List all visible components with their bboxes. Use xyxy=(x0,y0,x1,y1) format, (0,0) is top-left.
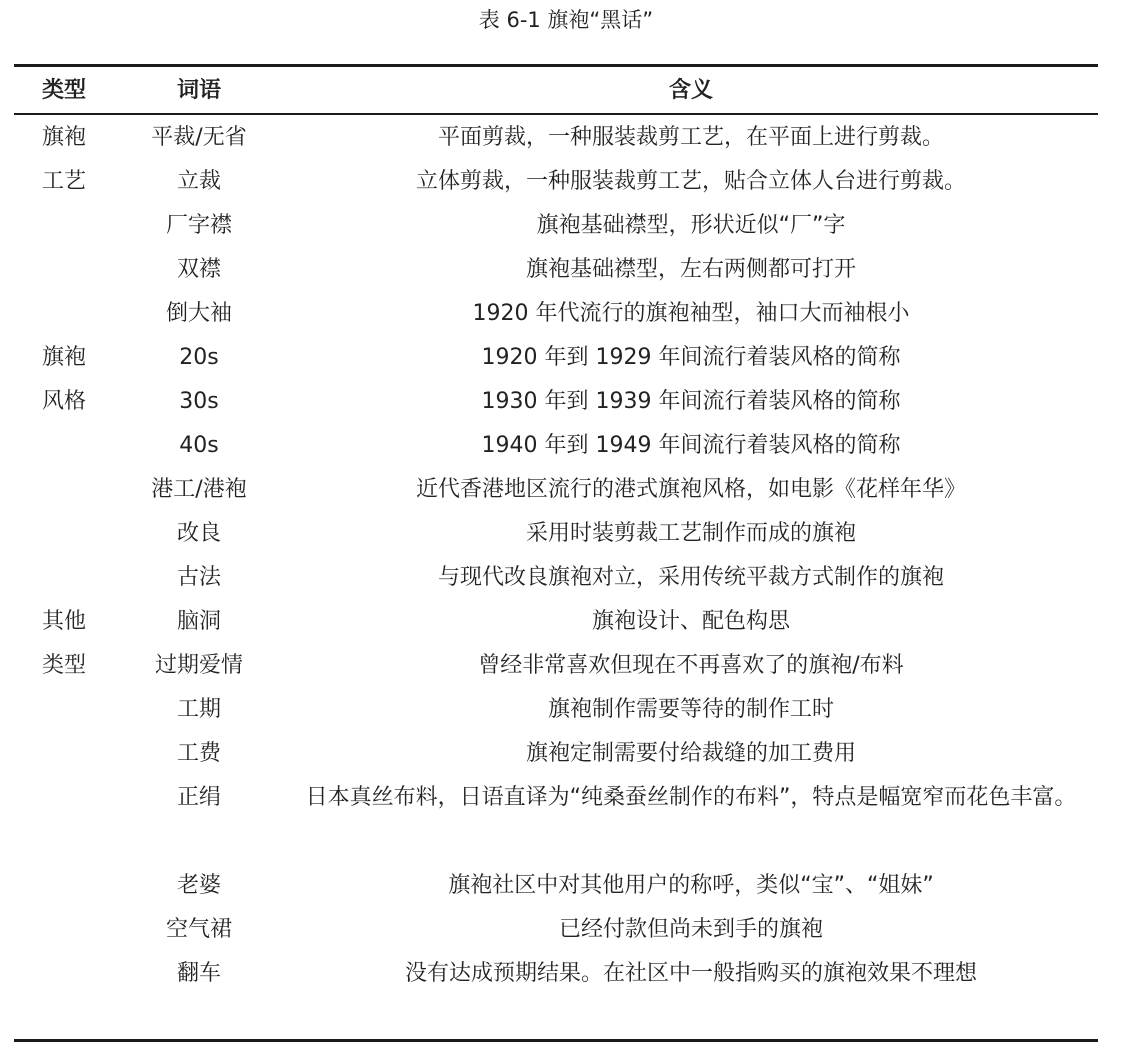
cell-term: 20s xyxy=(179,345,219,370)
cell-term: 30s xyxy=(179,389,219,414)
header-meaning: 含义 xyxy=(668,78,713,103)
table-row xyxy=(14,336,1098,380)
cell-meaning: 1930 年到 1939 年间流行着装风格的简称 xyxy=(481,389,901,414)
cell-type: 工艺 xyxy=(41,169,86,194)
header-type: 类型 xyxy=(41,78,86,103)
cell-meaning: 1920 年到 1929 年间流行着装风格的简称 xyxy=(481,345,901,370)
table-row xyxy=(14,468,1098,512)
cell-meaning: 与现代改良旗袍对立，采用传统平裁方式制作的旗袍 xyxy=(437,565,944,590)
table-row xyxy=(14,864,1098,908)
cell-meaning: 没有达成预期结果。在社区中一般指购买的旗袍效果不理想 xyxy=(404,961,977,986)
cell-meaning: 旗袍社区中对其他用户的称呼，类似“宝”、“姐妹” xyxy=(448,873,934,898)
table-row xyxy=(14,688,1098,732)
cell-meaning: 平面剪裁，一种服装裁剪工艺，在平面上进行剪裁。 xyxy=(437,125,944,150)
cell-type: 旗袍 xyxy=(41,125,86,150)
table-row xyxy=(14,116,1098,160)
cell-term: 改良 xyxy=(176,521,221,546)
cell-term: 平裁/无省 xyxy=(151,125,247,150)
cell-meaning: 采用时装剪裁工艺制作而成的旗袍 xyxy=(525,521,856,546)
cell-meaning: 旗袍基础襟型，形状近似“厂”字 xyxy=(536,213,846,238)
cell-meaning: 日本真丝布料，日语直译为“纯桑蚕丝制作的布料”，特点是幅宽窄而花色丰富。 xyxy=(305,785,1077,810)
cell-term: 厂字襟 xyxy=(165,213,232,238)
cell-term: 老婆 xyxy=(176,873,221,898)
cell-term: 古法 xyxy=(176,565,221,590)
cell-term: 40s xyxy=(179,433,219,458)
cell-type: 其他 xyxy=(41,609,86,634)
table-row xyxy=(14,292,1098,336)
table-row xyxy=(14,424,1098,468)
table-row xyxy=(14,160,1098,204)
table-row xyxy=(14,556,1098,600)
cell-meaning: 1940 年到 1949 年间流行着装风格的简称 xyxy=(481,433,901,458)
cell-term: 双襟 xyxy=(176,257,221,282)
cell-meaning: 近代香港地区流行的港式旗袍风格，如电影《花样年华》 xyxy=(415,477,966,502)
table-row xyxy=(14,204,1098,248)
cell-meaning: 旗袍基础襟型，左右两侧都可打开 xyxy=(525,257,856,282)
cell-term: 脑洞 xyxy=(176,609,221,634)
cell-meaning: 旗袍制作需要等待的制作工时 xyxy=(547,697,834,722)
cell-term: 倒大袖 xyxy=(165,301,232,326)
cell-type: 旗袍 xyxy=(41,345,86,370)
cell-meaning: 已经付款但尚未到手的旗袍 xyxy=(558,917,823,942)
cell-term: 空气裙 xyxy=(165,917,232,942)
table-row xyxy=(14,732,1098,776)
cell-type: 类型 xyxy=(41,653,86,678)
table-top-rule xyxy=(14,64,1098,67)
cell-meaning: 1920 年代流行的旗袍袖型，袖口大而袖根小 xyxy=(472,301,910,326)
table-row xyxy=(14,908,1098,952)
table-header-rule xyxy=(14,113,1098,115)
cell-meaning: 曾经非常喜欢但现在不再喜欢了的旗袍/布料 xyxy=(478,653,904,678)
cell-term: 工期 xyxy=(176,697,221,722)
table-row xyxy=(14,776,1098,864)
table-row xyxy=(14,600,1098,644)
table-row xyxy=(14,380,1098,424)
header-term: 词语 xyxy=(176,78,221,103)
cell-meaning: 旗袍设计、配色构思 xyxy=(591,609,790,634)
cell-meaning: 立体剪裁，一种服装裁剪工艺，贴合立体人台进行剪裁。 xyxy=(415,169,966,194)
table-caption: 表 6-1 旗袍“黑话” xyxy=(478,8,654,32)
cell-type: 风格 xyxy=(41,389,86,414)
table-bottom-rule xyxy=(14,1039,1098,1042)
table-row xyxy=(14,644,1098,688)
cell-term: 过期爱情 xyxy=(154,653,243,678)
table-row xyxy=(14,512,1098,556)
cell-term: 正绢 xyxy=(176,785,221,810)
table-row xyxy=(14,952,1098,996)
cell-term: 港工/港袍 xyxy=(151,477,247,502)
cell-term: 立裁 xyxy=(176,169,221,194)
cell-term: 工费 xyxy=(176,741,221,766)
cell-term: 翻车 xyxy=(176,961,221,986)
table-row xyxy=(14,248,1098,292)
cell-meaning: 旗袍定制需要付给裁缝的加工费用 xyxy=(525,741,856,766)
